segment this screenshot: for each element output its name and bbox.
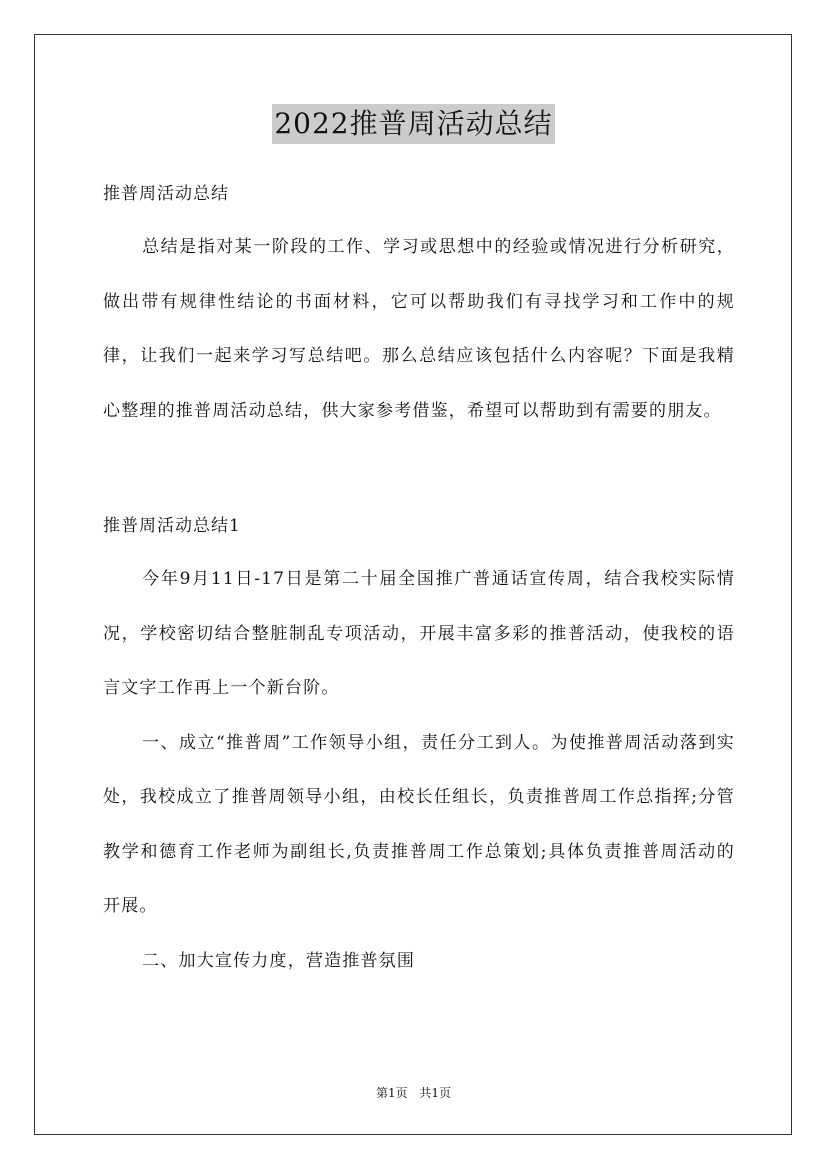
spacer (103, 438, 735, 494)
document-title (0, 103, 827, 144)
page-number-current: 第1页 (375, 1086, 408, 1100)
section-paragraph-1: 今年9月11日-17日是第二十届全国推广普通话宣传周，结合我校实际情况，学校密切结合整脏制乱专项活动，开展丰富多彩的推普活动，使我校的语言文字工作再上一个新台阶。 (103, 569, 735, 698)
section-paragraph-2: 一、成立“推普周”工作领导小组，责任分工到人。为使推普周活动落到实处，我校成立了推普周领导小组，由校长任组长，负责推普周工作总指挥;分管教学和德育工作老师为副组长,负责推普周工作总策划;具体负责推普周活动的开展。 (103, 732, 735, 916)
document-body (103, 168, 735, 988)
document-subtitle: 推普周活动总结 (103, 184, 229, 204)
document-title-text: 2022推普周活动总结 (272, 104, 554, 144)
page-footer (0, 1084, 827, 1101)
section-heading: 推普周活动总结1 (103, 516, 241, 536)
intro-paragraph: 总结是指对某一阶段的工作、学习或思想中的经验或情况进行分析研究，做出带有规律性结论的书面材料，它可以帮助我们有寻找学习和工作中的规律，让我们一起来学习写总结吧。那么总结应该包括什么内容呢？下面是我精心整理的推普周活动总结，供大家参考借鉴，希望可以帮助到有需要的朋友。 (103, 237, 735, 421)
page-number-total: 共1页 (419, 1086, 452, 1100)
section-paragraph-3: 二、加大宣传力度，营造推普氛围 (142, 950, 416, 971)
